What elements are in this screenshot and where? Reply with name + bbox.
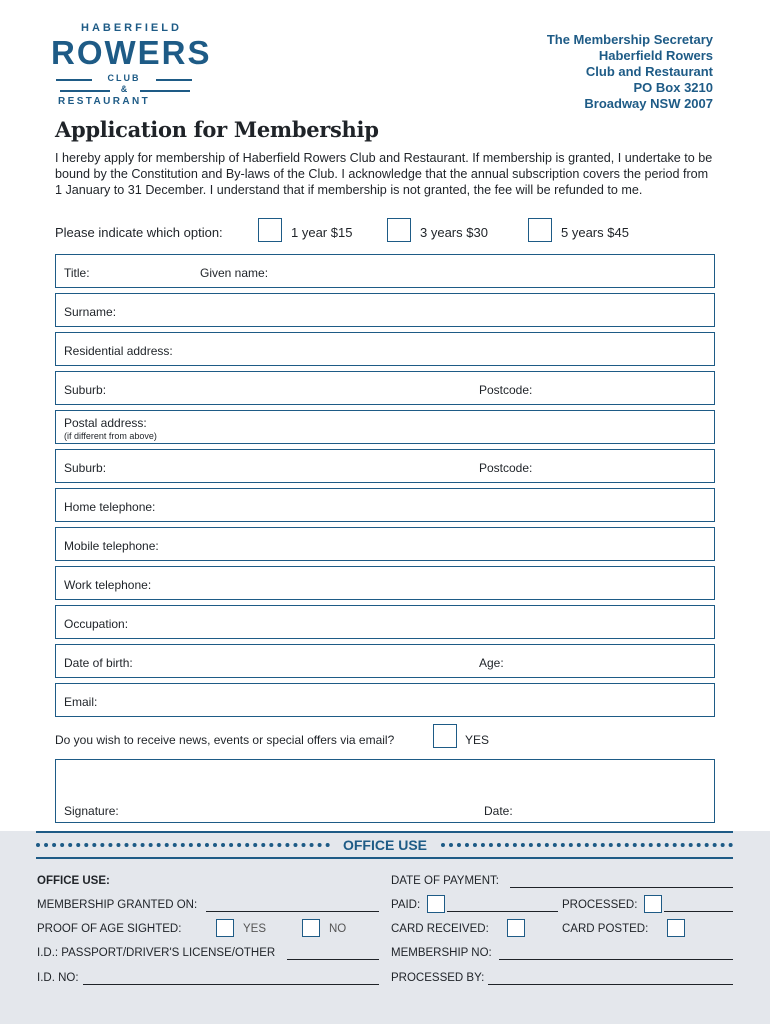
title-given-name-field[interactable] <box>55 254 715 288</box>
membership-no-label: MEMBERSHIP NO: <box>391 947 492 959</box>
address-line: Broadway NSW 2007 <box>584 96 713 111</box>
card-received-label: CARD RECEIVED: <box>391 923 489 935</box>
logo-club: CLUB <box>107 73 141 83</box>
occupation-label: Occupation: <box>64 617 129 631</box>
card-received-checkbox[interactable] <box>507 919 525 937</box>
date-label: Date: <box>484 804 513 818</box>
mobile-telephone-label: Mobile telephone: <box>64 539 159 553</box>
newsletter-optin <box>55 724 715 752</box>
home-telephone-label: Home telephone: <box>64 500 156 514</box>
card-posted-checkbox[interactable] <box>667 919 685 937</box>
postal-postcode-label: Postcode: <box>479 461 533 475</box>
email-field[interactable] <box>55 683 715 717</box>
newsletter-yes-checkbox[interactable] <box>433 724 457 748</box>
membership-granted-line[interactable] <box>206 911 379 912</box>
office-top-rule <box>36 831 733 833</box>
processed-by-label: PROCESSED BY: <box>391 972 485 984</box>
option-5-years-checkbox[interactable] <box>528 218 552 242</box>
paid-label: PAID: <box>391 899 421 911</box>
office-use-section <box>0 831 770 1024</box>
id-no-label: I.D. NO: <box>37 972 79 984</box>
proof-age-yes-checkbox[interactable] <box>216 919 234 937</box>
option-5-years-label: 5 years $45 <box>561 225 629 240</box>
option-1-year-checkbox[interactable] <box>258 218 282 242</box>
work-telephone-field[interactable] <box>55 566 715 600</box>
postal-address-label: Postal address: <box>64 416 147 430</box>
dob-age-field[interactable] <box>55 644 715 678</box>
suburb-postcode-field[interactable] <box>55 371 715 405</box>
logo-restaurant: RESTAURANT <box>58 96 151 107</box>
intro-paragraph: I hereby apply for membership of Haberfield Rowers Club and Restaurant. If membership is granted, I undertake to be bound by the Constitution and By-laws of the Club. I acknowledge that the annual subscription covers the period from 1 January to 31 December. I understand that if membership is not granted, the fee will be refunded to me. <box>55 151 713 197</box>
proof-age-no-label: NO <box>329 923 347 935</box>
date-of-payment-label: DATE OF PAYMENT: <box>391 875 499 887</box>
logo-rowers: ROWERS <box>51 34 212 71</box>
option-1-year-label: 1 year $15 <box>291 225 353 240</box>
newsletter-yes-label: YES <box>465 733 490 747</box>
surname-field[interactable] <box>55 293 715 327</box>
dob-label: Date of birth: <box>64 656 133 670</box>
mobile-telephone-field[interactable] <box>55 527 715 561</box>
membership-no-line[interactable] <box>499 959 733 960</box>
home-telephone-field[interactable] <box>55 488 715 522</box>
membership-options <box>55 218 715 246</box>
address-line: Club and Restaurant <box>585 64 713 79</box>
processed-checkbox[interactable] <box>644 895 662 913</box>
newsletter-question: Do you wish to receive news, events or special offers via email? <box>55 733 395 747</box>
membership-granted-label: MEMBERSHIP GRANTED ON: <box>37 899 198 911</box>
email-label: Email: <box>64 695 98 709</box>
postal-address-note: (if different from above) <box>64 431 157 441</box>
oar-right-icon <box>156 79 192 81</box>
processed-by-line[interactable] <box>488 984 733 985</box>
proof-of-age-label: PROOF OF AGE SIGHTED: <box>37 923 182 935</box>
given-name-label: Given name: <box>200 266 269 280</box>
postal-suburb-postcode-field[interactable] <box>55 449 715 483</box>
postal-address-field[interactable] <box>55 410 715 444</box>
postal-address-block <box>547 32 713 112</box>
address-line: Haberfield Rowers <box>598 48 713 63</box>
paid-line[interactable] <box>447 911 558 912</box>
residential-address-label: Residential address: <box>64 344 173 358</box>
processed-line[interactable] <box>664 911 733 912</box>
postcode-label: Postcode: <box>479 383 533 397</box>
id-no-line[interactable] <box>83 984 379 985</box>
date-of-payment-line[interactable] <box>510 887 733 888</box>
paid-checkbox[interactable] <box>427 895 445 913</box>
address-line: The Membership Secretary <box>546 32 713 47</box>
surname-label: Surname: <box>64 305 117 319</box>
logo-haberfield: HABERFIELD <box>81 22 182 34</box>
office-use-heading: OFFICE USE <box>342 837 427 853</box>
processed-label: PROCESSED: <box>562 899 638 911</box>
postal-suburb-label: Suburb: <box>64 461 107 475</box>
occupation-field[interactable] <box>55 605 715 639</box>
options-label: Please indicate which option: <box>55 225 223 240</box>
title-label: Title: <box>64 266 90 280</box>
office-use-label: OFFICE USE: <box>37 875 110 887</box>
oar-right-2-icon <box>140 90 190 92</box>
age-label: Age: <box>479 656 504 670</box>
work-telephone-label: Work telephone: <box>64 578 152 592</box>
office-bottom-rule <box>36 857 733 859</box>
address-line: PO Box 3210 <box>633 80 713 95</box>
signature-field[interactable] <box>55 759 715 823</box>
card-posted-label: CARD POSTED: <box>562 923 649 935</box>
id-type-label: I.D.: PASSPORT/DRIVER'S LICENSE/OTHER <box>37 947 276 959</box>
logo-ampersand: & <box>120 84 128 94</box>
proof-age-no-checkbox[interactable] <box>302 919 320 937</box>
suburb-label: Suburb: <box>64 383 107 397</box>
proof-age-yes-label: YES <box>243 923 267 935</box>
club-logo <box>48 22 212 112</box>
page-title: Application for Membership <box>55 117 379 142</box>
option-3-years-label: 3 years $30 <box>420 225 488 240</box>
option-3-years-checkbox[interactable] <box>387 218 411 242</box>
office-dots-right <box>441 843 733 847</box>
id-type-line[interactable] <box>287 959 379 960</box>
signature-label: Signature: <box>64 804 119 818</box>
residential-address-field[interactable] <box>55 332 715 366</box>
